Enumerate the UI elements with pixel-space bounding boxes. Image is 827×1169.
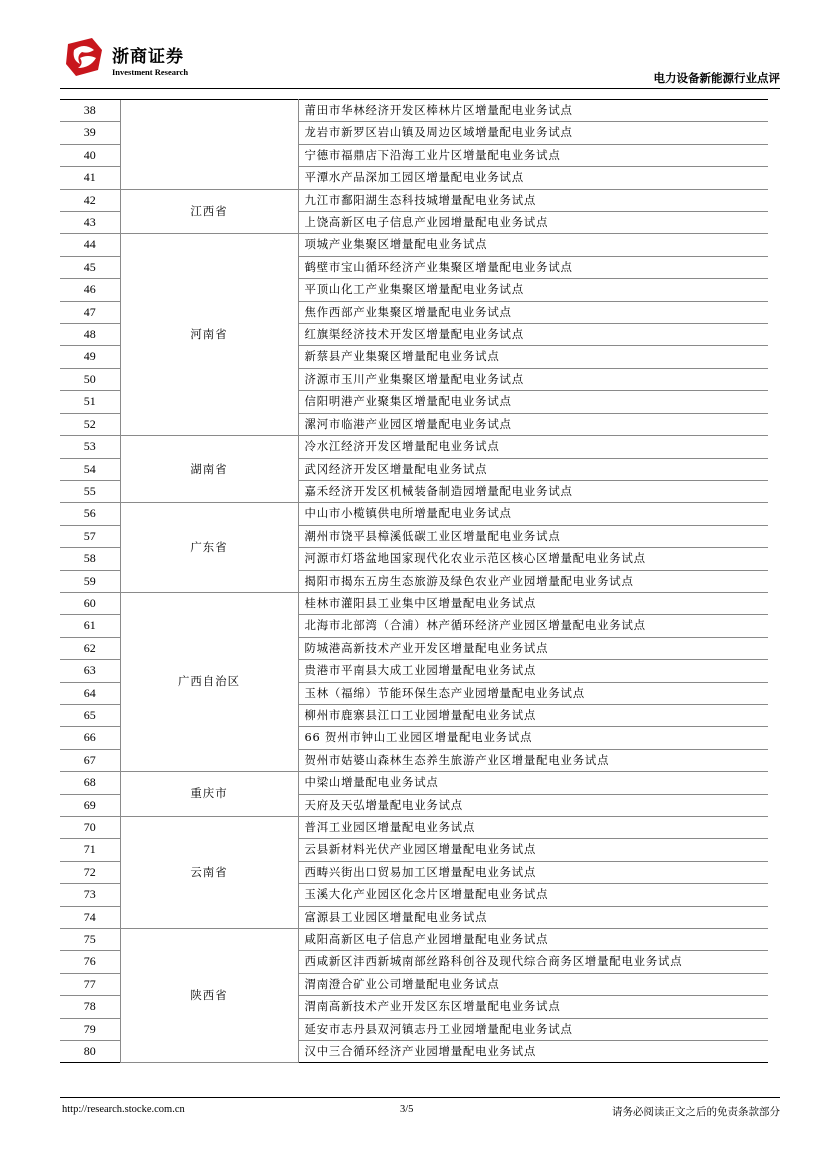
- footer-divider: [60, 1097, 780, 1098]
- pilot-name: 桂林市灌阳县工业集中区增量配电业务试点: [298, 592, 768, 614]
- row-number: 44: [60, 234, 120, 256]
- province-cell: 广东省: [120, 503, 298, 593]
- pilot-name: 普洱工业园区增量配电业务试点: [298, 817, 768, 839]
- row-number: 67: [60, 749, 120, 771]
- pilot-name: 贵港市平南县大成工业园增量配电业务试点: [298, 660, 768, 682]
- pilot-name: 渭南澄合矿业公司增量配电业务试点: [298, 973, 768, 995]
- province-cell: 重庆市: [120, 772, 298, 817]
- row-number: 72: [60, 861, 120, 883]
- pilot-name: 信阳明港产业聚集区增量配电业务试点: [298, 391, 768, 413]
- pilot-name: 西畴兴街出口贸易加工区增量配电业务试点: [298, 861, 768, 883]
- pilot-name: 柳州市鹿寨县江口工业园增量配电业务试点: [298, 704, 768, 726]
- row-number: 80: [60, 1041, 120, 1063]
- pilot-name: 贺州市姑婆山森林生态养生旅游产业区增量配电业务试点: [298, 749, 768, 771]
- row-number: 47: [60, 301, 120, 323]
- table-row: [60, 503, 768, 525]
- pilot-name: 新蔡县产业集聚区增量配电业务试点: [298, 346, 768, 368]
- province-cell: 湖南省: [120, 436, 298, 503]
- province-cell: 江西省: [120, 189, 298, 234]
- row-number: 60: [60, 592, 120, 614]
- pilot-name: 河源市灯塔盆地国家现代化农业示范区核心区增量配电业务试点: [298, 548, 768, 570]
- pilot-name: 西咸新区沣西新城南部丝路科创谷及现代综合商务区增量配电业务试点: [298, 951, 768, 973]
- row-number: 73: [60, 884, 120, 906]
- pilot-name: 揭阳市揭东五房生态旅游及绿色农业产业园增量配电业务试点: [298, 570, 768, 592]
- header-divider: [60, 88, 780, 89]
- province-cell: 云南省: [120, 817, 298, 929]
- row-number: 42: [60, 189, 120, 211]
- row-number: 41: [60, 167, 120, 189]
- report-category-title: 电力设备新能源行业点评: [653, 71, 780, 85]
- pilot-name: 上饶高新区电子信息产业园增量配电业务试点: [298, 212, 768, 234]
- row-number: 45: [60, 256, 120, 278]
- pilot-name: 天府及天弘增量配电业务试点: [298, 794, 768, 816]
- pilot-name: 汉中三合循环经济产业园增量配电业务试点: [298, 1041, 768, 1063]
- pilot-name: 北海市北部湾（合浦）林产循环经济产业园区增量配电业务试点: [298, 615, 768, 637]
- row-number: 51: [60, 391, 120, 413]
- row-number: 38: [60, 100, 120, 122]
- table-row: [60, 189, 768, 211]
- row-number: 52: [60, 413, 120, 435]
- pilot-name: 漯河市临港产业园区增量配电业务试点: [298, 413, 768, 435]
- pilot-name: 嘉禾经济开发区机械装备制造园增量配电业务试点: [298, 480, 768, 502]
- table-row: [60, 234, 768, 256]
- row-number: 55: [60, 480, 120, 502]
- zheshang-logo-icon: [62, 36, 106, 78]
- row-number: 61: [60, 615, 120, 637]
- pilot-name: 济源市玉川产业集聚区增量配电业务试点: [298, 368, 768, 390]
- pilot-name: 66 贺州市钟山工业园区增量配电业务试点: [298, 727, 768, 749]
- row-number: 70: [60, 817, 120, 839]
- pilot-name: 焦作西部产业集聚区增量配电业务试点: [298, 301, 768, 323]
- table-row: [60, 436, 768, 458]
- province-cell: 陕西省: [120, 929, 298, 1063]
- pilot-name: 红旗渠经济技术开发区增量配电业务试点: [298, 324, 768, 346]
- province-cell: [120, 100, 298, 190]
- pilot-name: 防城港高新技术产业开发区增量配电业务试点: [298, 637, 768, 659]
- table-row: [60, 817, 768, 839]
- pilot-name: 玉溪大化产业园区化念片区增量配电业务试点: [298, 884, 768, 906]
- pilot-name: 富源县工业园区增量配电业务试点: [298, 906, 768, 928]
- logo-text-en: Investment Research: [112, 67, 189, 77]
- pilot-name: 延安市志丹县双河镇志丹工业园增量配电业务试点: [298, 1018, 768, 1040]
- row-number: 65: [60, 704, 120, 726]
- logo-text-cn: 浙商证券: [112, 47, 184, 67]
- row-number: 54: [60, 458, 120, 480]
- province-cell: 广西自治区: [120, 592, 298, 771]
- row-number: 71: [60, 839, 120, 861]
- table-row: [60, 772, 768, 794]
- pilot-name: 咸阳高新区电子信息产业园增量配电业务试点: [298, 929, 768, 951]
- pilot-name: 项城产业集聚区增量配电业务试点: [298, 234, 768, 256]
- table-row: [60, 100, 768, 122]
- page-number: 3/5: [400, 1104, 414, 1115]
- row-number: 48: [60, 324, 120, 346]
- row-number: 63: [60, 660, 120, 682]
- row-number: 66: [60, 727, 120, 749]
- row-number: 68: [60, 772, 120, 794]
- row-number: 59: [60, 570, 120, 592]
- row-number: 49: [60, 346, 120, 368]
- row-number: 78: [60, 996, 120, 1018]
- pilot-name: 云县新材料光伏产业园区增量配电业务试点: [298, 839, 768, 861]
- footer-url-link[interactable]: http://research.stocke.com.cn: [62, 1104, 185, 1115]
- row-number: 57: [60, 525, 120, 547]
- pilot-name: 莆田市华林经济开发区棒林片区增量配电业务试点: [298, 100, 768, 122]
- pilot-name: 龙岩市新罗区岩山镇及周边区域增量配电业务试点: [298, 122, 768, 144]
- pilot-name: 宁德市福鼎店下沿海工业片区增量配电业务试点: [298, 144, 768, 166]
- pilot-project-table: [60, 99, 768, 1063]
- row-number: 50: [60, 368, 120, 390]
- row-number: 76: [60, 951, 120, 973]
- table-row: [60, 592, 768, 614]
- row-number: 39: [60, 122, 120, 144]
- pilot-name: 渭南高新技术产业开发区东区增量配电业务试点: [298, 996, 768, 1018]
- row-number: 77: [60, 973, 120, 995]
- pilot-name: 鹤壁市宝山循环经济产业集聚区增量配电业务试点: [298, 256, 768, 278]
- pilot-name: 中梁山增量配电业务试点: [298, 772, 768, 794]
- pilot-name: 玉林（福绵）节能环保生态产业园增量配电业务试点: [298, 682, 768, 704]
- row-number: 46: [60, 279, 120, 301]
- row-number: 64: [60, 682, 120, 704]
- pilot-name: 武冈经济开发区增量配电业务试点: [298, 458, 768, 480]
- disclaimer-note: 请务必阅读正文之后的免责条款部分: [612, 1106, 780, 1118]
- row-number: 74: [60, 906, 120, 928]
- row-number: 58: [60, 548, 120, 570]
- row-number: 75: [60, 929, 120, 951]
- pilot-name: 潮州市饶平县樟溪低碳工业区增量配电业务试点: [298, 525, 768, 547]
- pilot-name: 中山市小榄镇供电所增量配电业务试点: [298, 503, 768, 525]
- pilot-name: 平顶山化工产业集聚区增量配电业务试点: [298, 279, 768, 301]
- row-number: 56: [60, 503, 120, 525]
- row-number: 62: [60, 637, 120, 659]
- row-number: 79: [60, 1018, 120, 1040]
- pilot-name: 冷水江经济开发区增量配电业务试点: [298, 436, 768, 458]
- row-number: 43: [60, 212, 120, 234]
- row-number: 69: [60, 794, 120, 816]
- row-number: 53: [60, 436, 120, 458]
- row-number: 40: [60, 144, 120, 166]
- table-row: [60, 929, 768, 951]
- page-header: [60, 36, 780, 96]
- province-cell: 河南省: [120, 234, 298, 436]
- pilot-name: 平潭水产品深加工园区增量配电业务试点: [298, 167, 768, 189]
- pilot-name: 九江市鄱阳湖生态科技城增量配电业务试点: [298, 189, 768, 211]
